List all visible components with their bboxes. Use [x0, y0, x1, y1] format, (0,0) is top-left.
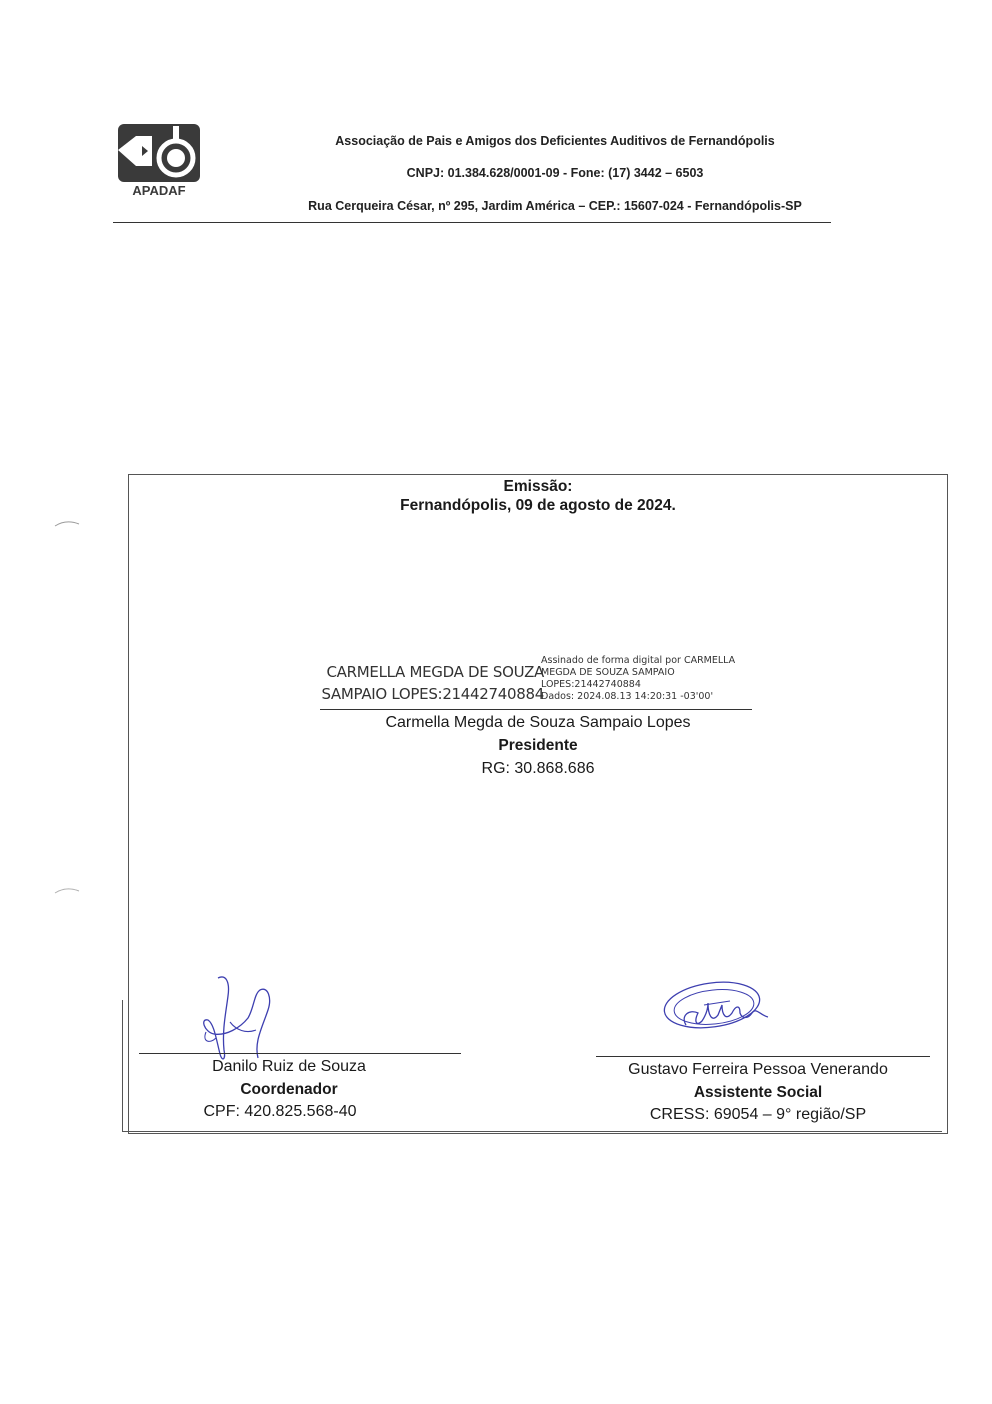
content-frame — [128, 474, 948, 1134]
coordinator-title: Coordenador — [240, 1081, 338, 1098]
president-title: Presidente — [498, 737, 578, 754]
frame-edge — [122, 1000, 123, 1132]
header-divider — [113, 222, 831, 223]
president-rg: RG: 30.868.686 — [481, 760, 595, 777]
signature-line — [139, 1053, 461, 1054]
emission-date: Fernandópolis, 09 de agosto de 2024. — [400, 497, 676, 514]
scan-mark — [54, 518, 80, 528]
organization-name: Associação de Pais e Amigos dos Deficientes Auditivos de Fernandópolis — [335, 134, 775, 148]
frame-edge — [122, 1131, 942, 1132]
logo-text: APADAF — [132, 183, 186, 198]
digital-signature-detail: Assinado de forma digital por CARMELLA — [541, 655, 736, 666]
social-worker-cress: CRESS: 69054 – 9° região/SP — [649, 1106, 867, 1123]
digital-signature-detail: MEGDA DE SOUZA SAMPAIO — [541, 667, 675, 678]
emission-label: Emissão: — [503, 478, 573, 495]
digital-signature-name — [312, 661, 544, 705]
digital-signature-name-line: CARMELLA MEGDA DE SOUZA — [326, 663, 544, 681]
digital-signature-detail: LOPES:21442740884 — [541, 679, 641, 690]
scan-mark — [54, 885, 80, 895]
apadaf-ear-logo-icon — [116, 122, 202, 198]
coordinator-cpf: CPF: 420.825.568-40 — [203, 1103, 357, 1120]
digital-signature-name-line: SAMPAIO LOPES:21442740884 — [321, 685, 544, 703]
signature-line — [596, 1056, 930, 1057]
president-name: Carmella Megda de Souza Sampaio Lopes — [385, 714, 691, 731]
digital-signature-details — [541, 655, 771, 703]
coordinator-name: Danilo Ruiz de Souza — [212, 1058, 366, 1075]
digital-signature-detail: Dados: 2024.08.13 14:20:31 -03'00' — [541, 691, 714, 702]
social-worker-title: Assistente Social — [693, 1084, 823, 1101]
cnpj-phone: CNPJ: 01.384.628/0001-09 - Fone: (17) 3442 – 6503 — [406, 166, 704, 180]
apadaf-logo — [116, 122, 202, 198]
signature-line — [320, 709, 752, 710]
social-worker-name: Gustavo Ferreira Pessoa Venerando — [628, 1061, 888, 1078]
address: Rua Cerqueira César, nº 295, Jardim América – CEP.: 15607-024 - Fernandópolis-SP — [308, 199, 802, 213]
